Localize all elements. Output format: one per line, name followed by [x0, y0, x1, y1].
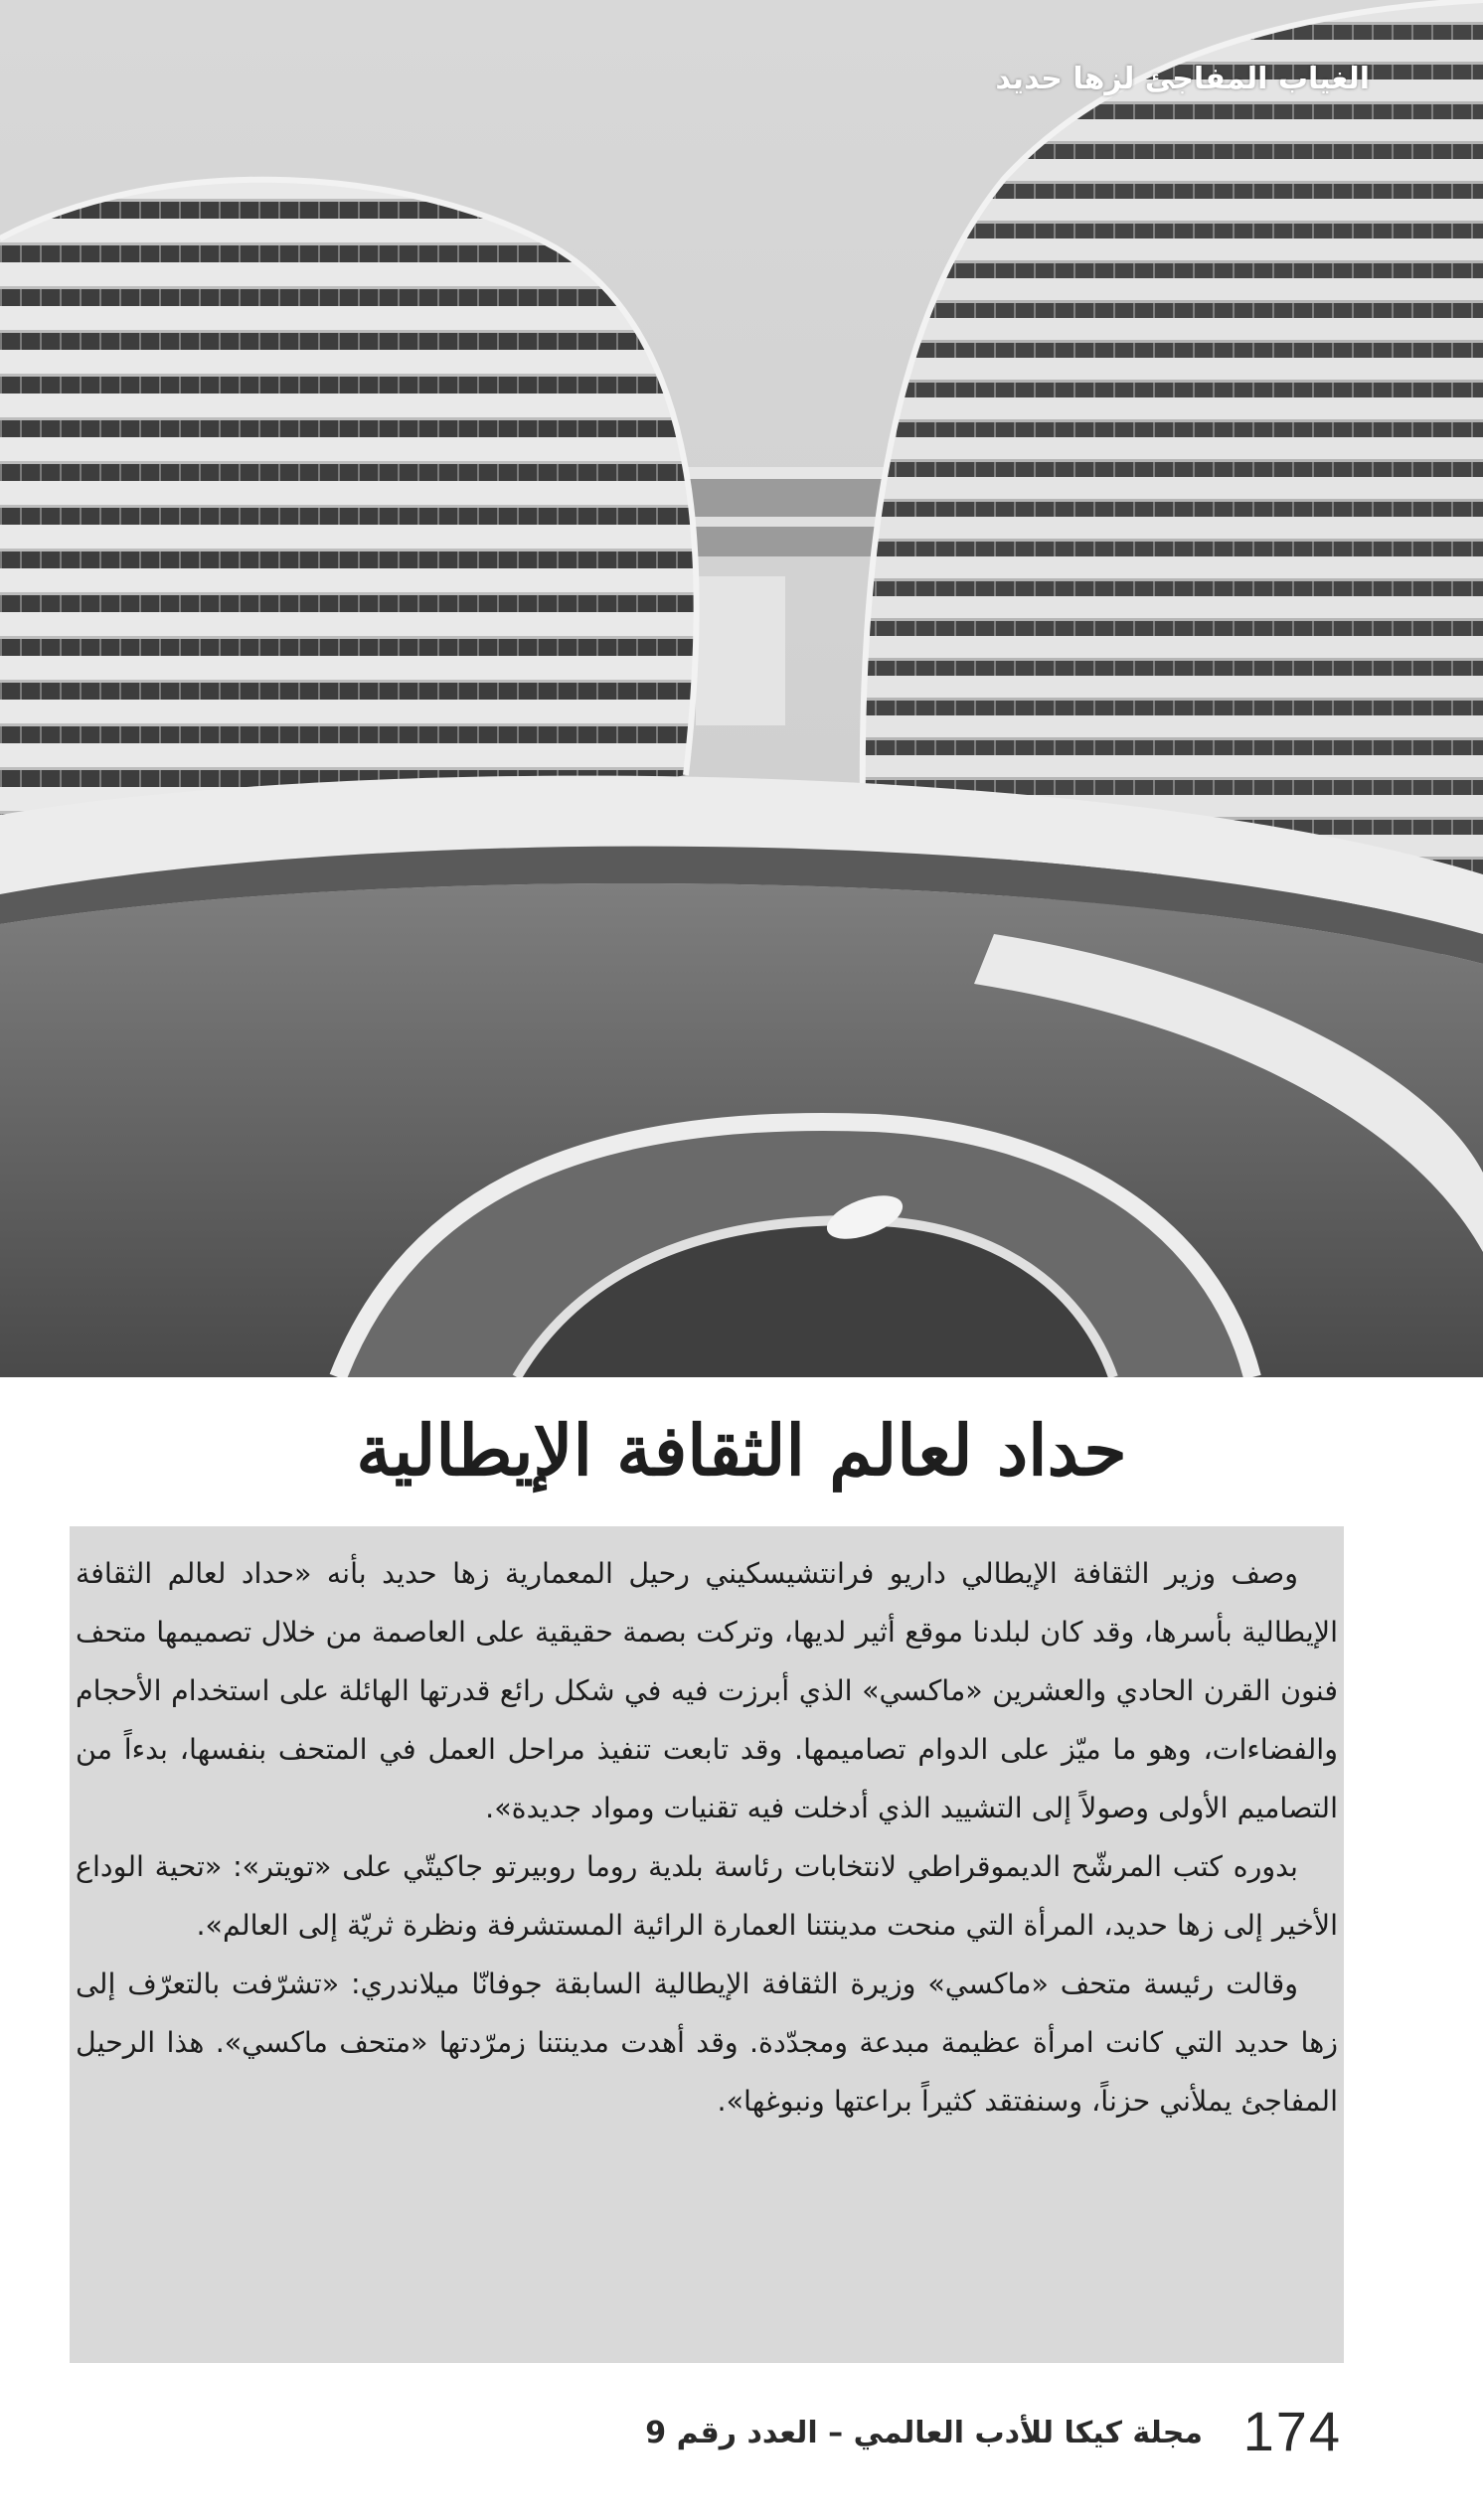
article-body	[70, 1526, 1344, 2363]
paragraph-2: بدوره كتب المرشّح الديموقراطي لانتخابات رئاسة بلدية روما روبيرتو جاكيتّي على «تويتر»: «تحية الوداع الأخير إلى زها حديد، المرأة التي منحت مدينتنا العمارة الرائية المستشرفة ونظرة ثريّة إلى العالم».	[76, 1850, 1338, 1942]
paragraph-3: وقالت رئيسة متحف «ماكسي» وزيرة الثقافة الإيطالية السابقة جوفانّا ميلاندري: «تشرّفت بالتعرّف إلى زها حديد التي كانت امرأة عظيمة مبدعة ومجدّدة. وقد أهدت مدينتنا زمرّدتها «متحف ماكسي». هذا الرحيل المفاجئ يملأني حزناً، وسنفتقد كثيراً براعتها ونبوغها».	[76, 1968, 1338, 2118]
article-headline: حداد لعالم الثقافة الإيطالية	[356, 1409, 1127, 1492]
page-footer	[645, 2397, 1342, 2466]
paragraph-1: وصف وزير الثقافة الإيطالي داريو فرانتشيسكيني رحيل المعمارية زها حديد بأنه «حداد لعالم الثقافة الإيطالية بأسرها، وقد كان لبلدنا موقع أثير لديها، وتركت بصمة حقيقية على العاصمة من خلال تصميمها متحف فنون القرن الحادي والعشرين «ماكسي» الذي أبرزت فيه في شكل رائع قدرتها الهائلة على استخدام الأحجام والفضاءات، وهو ما ميّز على الدوام تصاميمها. وقد تابعت تنفيذ مراحل العمل في المتحف بنفسها، بدءاً من التصاميم الأولى وصولاً إلى التشييد الذي أدخلت فيه تقنيات ومواد جديدة».	[76, 1557, 1338, 1824]
running-head: الغياب المفاجئ لزها حديد	[995, 62, 1370, 96]
journal-name: مجلة كيكا للأدب العالمي – العدد رقم 9	[645, 2416, 1203, 2450]
page-number: 174	[1242, 2400, 1342, 2462]
